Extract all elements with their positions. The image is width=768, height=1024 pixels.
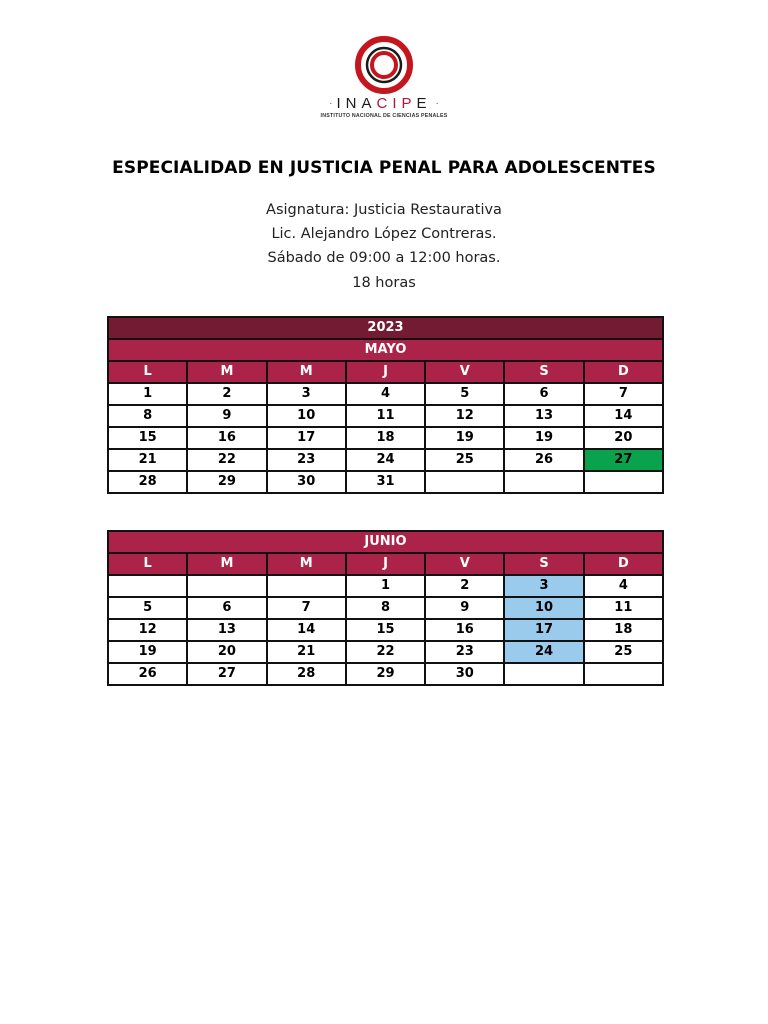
- day-cell: 14: [584, 405, 663, 427]
- day-cell: 7: [584, 383, 663, 405]
- day-header: L: [108, 361, 187, 383]
- week-row: [108, 619, 663, 641]
- day-cell: 20: [584, 427, 663, 449]
- day-cell: 26: [504, 449, 583, 471]
- day-cell: 16: [425, 619, 504, 641]
- highlighted-day-cell: 24: [504, 641, 583, 663]
- day-cell: 12: [108, 619, 187, 641]
- week-row: [108, 449, 663, 471]
- day-cell: 2: [187, 383, 266, 405]
- month-label: MAYO: [108, 339, 663, 361]
- day-cell: 23: [425, 641, 504, 663]
- day-cell: 27: [187, 663, 266, 685]
- day-header: D: [584, 361, 663, 383]
- day-header: D: [584, 553, 663, 575]
- inacipe-emblem-icon: [351, 36, 417, 94]
- day-cell: 4: [346, 383, 425, 405]
- day-cell: 8: [108, 405, 187, 427]
- highlighted-day-cell: 10: [504, 597, 583, 619]
- day-header: M: [267, 361, 346, 383]
- day-cell: 29: [346, 663, 425, 685]
- month-label: JUNIO: [108, 531, 663, 553]
- week-row: [108, 383, 663, 405]
- day-cell: 6: [187, 597, 266, 619]
- course-info: [0, 198, 768, 295]
- year-label: 2023: [108, 317, 663, 339]
- week-row: [108, 575, 663, 597]
- day-header: S: [504, 553, 583, 575]
- day-cell: 19: [504, 427, 583, 449]
- day-cell: 15: [108, 427, 187, 449]
- page-title: ESPECIALIDAD EN JUSTICIA PENAL PARA ADOLESCENTES: [112, 158, 656, 178]
- highlighted-day-cell: 17: [504, 619, 583, 641]
- week-row: [108, 427, 663, 449]
- subject-line: Asignatura: Justicia Restaurativa: [266, 202, 502, 218]
- day-header-row: [108, 361, 663, 383]
- empty-cell: [504, 471, 583, 493]
- week-row: [108, 405, 663, 427]
- day-cell: 26: [108, 663, 187, 685]
- day-header: V: [425, 361, 504, 383]
- day-cell: 18: [346, 427, 425, 449]
- day-header: J: [346, 361, 425, 383]
- empty-cell: [187, 575, 266, 597]
- day-cell: 5: [425, 383, 504, 405]
- day-cell: 19: [425, 427, 504, 449]
- day-cell: 1: [346, 575, 425, 597]
- day-cell: 20: [187, 641, 266, 663]
- day-cell: 15: [346, 619, 425, 641]
- day-cell: 30: [267, 471, 346, 493]
- day-cell: 5: [108, 597, 187, 619]
- day-cell: 4: [584, 575, 663, 597]
- day-cell: 13: [187, 619, 266, 641]
- day-cell: 25: [425, 449, 504, 471]
- week-row: [108, 471, 663, 493]
- day-cell: 21: [267, 641, 346, 663]
- day-header-row: [108, 553, 663, 575]
- day-cell: 23: [267, 449, 346, 471]
- day-cell: 7: [267, 597, 346, 619]
- week-row: [108, 663, 663, 685]
- day-cell: 28: [267, 663, 346, 685]
- schedule-line: Sábado de 09:00 a 12:00 horas.: [267, 250, 501, 266]
- day-cell: 21: [108, 449, 187, 471]
- day-header: L: [108, 553, 187, 575]
- hours-line: 18 horas: [352, 275, 416, 291]
- day-cell: 29: [187, 471, 266, 493]
- week-row: [108, 597, 663, 619]
- day-header: M: [187, 361, 266, 383]
- empty-cell: [584, 471, 663, 493]
- day-header: M: [187, 553, 266, 575]
- day-cell: 24: [346, 449, 425, 471]
- day-cell: 28: [108, 471, 187, 493]
- calendar-may: [107, 316, 664, 494]
- week-row: [108, 641, 663, 663]
- brand-subtitle: INSTITUTO NACIONAL DE CIENCIAS PENALES: [320, 113, 448, 119]
- teacher-line: Lic. Alejandro López Contreras.: [271, 226, 497, 242]
- day-cell: 11: [584, 597, 663, 619]
- day-cell: 11: [346, 405, 425, 427]
- month-header-row: [108, 531, 663, 553]
- day-cell: 22: [187, 449, 266, 471]
- day-cell: 19: [108, 641, 187, 663]
- day-cell: 31: [346, 471, 425, 493]
- day-cell: 22: [346, 641, 425, 663]
- day-header: J: [346, 553, 425, 575]
- day-cell: 9: [425, 597, 504, 619]
- day-cell: 30: [425, 663, 504, 685]
- day-cell: 14: [267, 619, 346, 641]
- day-cell: 16: [187, 427, 266, 449]
- day-cell: 2: [425, 575, 504, 597]
- brand-wordmark: · INACIPE ·: [329, 95, 439, 112]
- month-header-row: [108, 339, 663, 361]
- highlighted-day-cell: 27: [584, 449, 663, 471]
- day-cell: 17: [267, 427, 346, 449]
- calendar-june: [107, 530, 664, 686]
- empty-cell: [584, 663, 663, 685]
- day-cell: 3: [267, 383, 346, 405]
- day-header: M: [267, 553, 346, 575]
- day-header: V: [425, 553, 504, 575]
- day-cell: 6: [504, 383, 583, 405]
- empty-cell: [267, 575, 346, 597]
- day-header: S: [504, 361, 583, 383]
- inacipe-logo: [0, 36, 768, 119]
- empty-cell: [108, 575, 187, 597]
- day-cell: 9: [187, 405, 266, 427]
- day-cell: 1: [108, 383, 187, 405]
- day-cell: 10: [267, 405, 346, 427]
- year-header-row: [108, 317, 663, 339]
- empty-cell: [425, 471, 504, 493]
- highlighted-day-cell: 3: [504, 575, 583, 597]
- empty-cell: [504, 663, 583, 685]
- day-cell: 12: [425, 405, 504, 427]
- day-cell: 18: [584, 619, 663, 641]
- day-cell: 25: [584, 641, 663, 663]
- day-cell: 8: [346, 597, 425, 619]
- day-cell: 13: [504, 405, 583, 427]
